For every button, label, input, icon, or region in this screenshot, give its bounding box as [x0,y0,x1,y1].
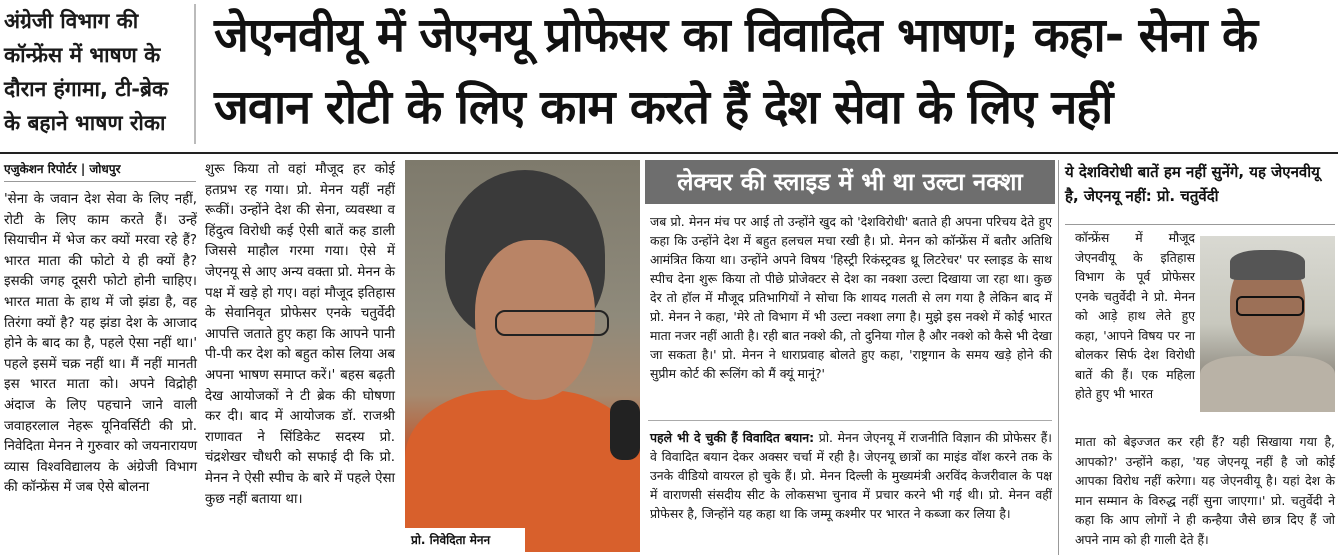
photo-nivedita-menon [405,160,640,552]
article-column-4b: माता को बेइज्जत कर रही हैं? यही सिखाया गया है, आपको?' उन्होंने कहा, 'यह जेएनयू नहीं है जो कोई आपका विरोध नहीं करेगा। यह जेएनवीयू है। यहां देश के मान सम्मान के विरुद्ध नहीं सुना जाएगा।' प्रो. चतुर्वेदी ने कहा कि आप लोगों ने ही कन्हैया जैसे छात्र दिए हैं जो अपने नाम को ही गाली देते हैं। [1075,434,1335,547]
microphone [610,400,640,460]
column-divider [1058,160,1059,555]
byline: एजुकेशन रिपोर्टर | जोधपुर [4,160,196,182]
subhead-text: प्रो. मेनन जेएनयू में राजनीति विज्ञान की प्रोफेसर हैं। वे विवादित बयान देकर अक्सर चर्चा में रही है। जेएनयू छात्रों का माइंड वॉश करने तक के उनके वीडियो वायरल हो चुके हैं। प्रो. मेनन दिल्ली के मुख्यमंत्री अरविंद केजरीवाल के पक्ष में वाराणसी संसदीय सीट के लोकसभा चुनाव में प्रचार करने भी गई थी। प्रो. मेनन वहीं प्रोफेसर है, जिन्होंने यह कहा था कि जम्मू कश्मीर पर भारत ने कब्जा कर लिया है। [650,430,1052,521]
divider [1065,224,1335,225]
article-column-1: 'सेना के जवान देश सेवा के लिए नहीं, रोटी के लिए काम करते हैं। उन्हें सियाचीन में भेज कर क्यों मरवा रहे हैं? भारत माता की फोटो ये ही क्यों है? इसकी जगह दूसरी फोटो होनी चाहिए। भारत माता के हाथ में जो झंडा है, वह तिरंगा क्यों है? यह झंडा देश के आजाद होने के बाद का है, पहले ऐसा नहीं था।' पहले इसमें चक्र नहीं था। मैं नहीं मानती इस भारत माता को। अपने विद्रोही अंदाज के लिए पहचाने जाने वाली जवाहरलाल नेहरू यूनिवर्सिटी की प्रो. निवेदिता मेनन ने गुरुवार को जयनारायण व्यास विश्वविद्यालय के अंग्रेजी विभाग की कॉन्फ्रेंस में जब ऐसे बोलना [4,192,197,496]
divider [648,420,1052,421]
section-banner: लेक्चर की स्लाइड में भी था उल्टा नक्शा [645,160,1055,204]
headline: जेएनवीयू में जेएनयू प्रोफेसर का विवादित भाषण; कहा- सेना के जवान रोटी के लिए काम करते हैं देश सेवा के लिए नहीं [214,8,1258,135]
article-column-3: जब प्रो. मेनन मंच पर आई तो उन्होंने खुद को 'देशविरोधी' बताते ही अपना परिचय देते हुए कहा कि उन्होंने देश में बहुत हलचल मचा रखी है। प्रो. मेनन को कॉन्फ्रेंस में बतौर अतिथि आमंत्रित किया था। उन्होंने अपने विषय 'हिस्ट्री रिकंस्ट्रक्ड थ्रू लिटरेचर' पर स्लाइड के साथ स्पीच देना शुरू किया तो पीछे प्रोजेक्टर से देश का नक्शा उल्टा दिखाया जा रहा था। कुछ देर तो हॉल में मौजूद प्रतिभागियों ने सोचा कि शायद गलती से लग गया है लेकिन बाद में प्रो. मेनन ने कहा, 'मेरे तो विभाग में भी उल्टा नक्शा लगा है। मुझे इस नक्शे में कोई भारत माता नजर नहीं आती है। रही बात नक्शे की, तो दुनिया गोल है और नक्शे को कैसे भी देखा जा सकता है।' प्रो. मेनन ने धाराप्रवाह बोलते हुए कहा, 'राष्ट्रगान के समय खड़े होने की सुप्रीम कोर्ट की रूलिंग को मैं क्यूं मानूं?' [650,214,1052,381]
divider [0,152,1338,154]
kicker: अंग्रेजी विभाग की कॉन्फ्रेंस में भाषण के दौरान हंगामा, टी-ब्रेक के बहाने भाषण रोका [4,4,196,144]
photo-nk-chaturvedi [1200,236,1335,412]
photo-caption: प्रो. निवेदिता मेनन [405,528,525,552]
side-headline: ये देशविरोधी बातें हम नहीं सुनेंगे, यह जेएनवीयू है, जेएनयू नहीं: प्रो. चतुर्वेदी [1065,163,1320,205]
article-column-2: शुरू किया तो वहां मौजूद हर कोई हतप्रभ रह गया। प्रो. मेनन यहीं नहीं रूकीं। उन्होंने देश की सेना, व्यवस्था व हिंदुत्व विरोधी कई ऐसी बातें कह डाली जिससे माहौल गरमा गया। ऐसे में जेएनयू से आए अन्य वक्ता प्रो. मेनन के पक्ष में खड़े हो गए। वहां मौजूद इतिहास के सेवानिवृत प्रोफेसर एनके चतुर्वेदी आपत्ति जताते हुए कहा कि आपने पानी पी-पी कर देश को बहुत कोस लिया अब अपना भाषण समाप्त करें।' बहस बढ़ती देख आयोजकों ने टी ब्रेक की घोषणा कर दी। बाद में आयोजक डॉ. राजश्री राणावत ने सिंडिकेट सदस्य प्रो. चंद्रशेखर चौधरी को सफाई दी कि प्रो. मेनन ने ऐसी स्पीच के बारे में पहले ऐसा कुछ नहीं बताया था। [205,162,395,507]
article-column-4: कॉन्फ्रेंस में मौजूद जेएनवीयू के इतिहास विभाग के पूर्व प्रोफेसर एनके चतुर्वेदी ने प्रो. मेनन को आड़े हाथ लेते हुए कहा, 'आपने विषय पर ना बोलकर सिर्फ देश विरोधी बातें की हैं। एक महिला होते हुए भी भारत [1075,230,1195,401]
subhead: पहले भी दे चुकी हैं विवादित बयान: [650,430,815,445]
article-column-3b [650,428,1052,554]
